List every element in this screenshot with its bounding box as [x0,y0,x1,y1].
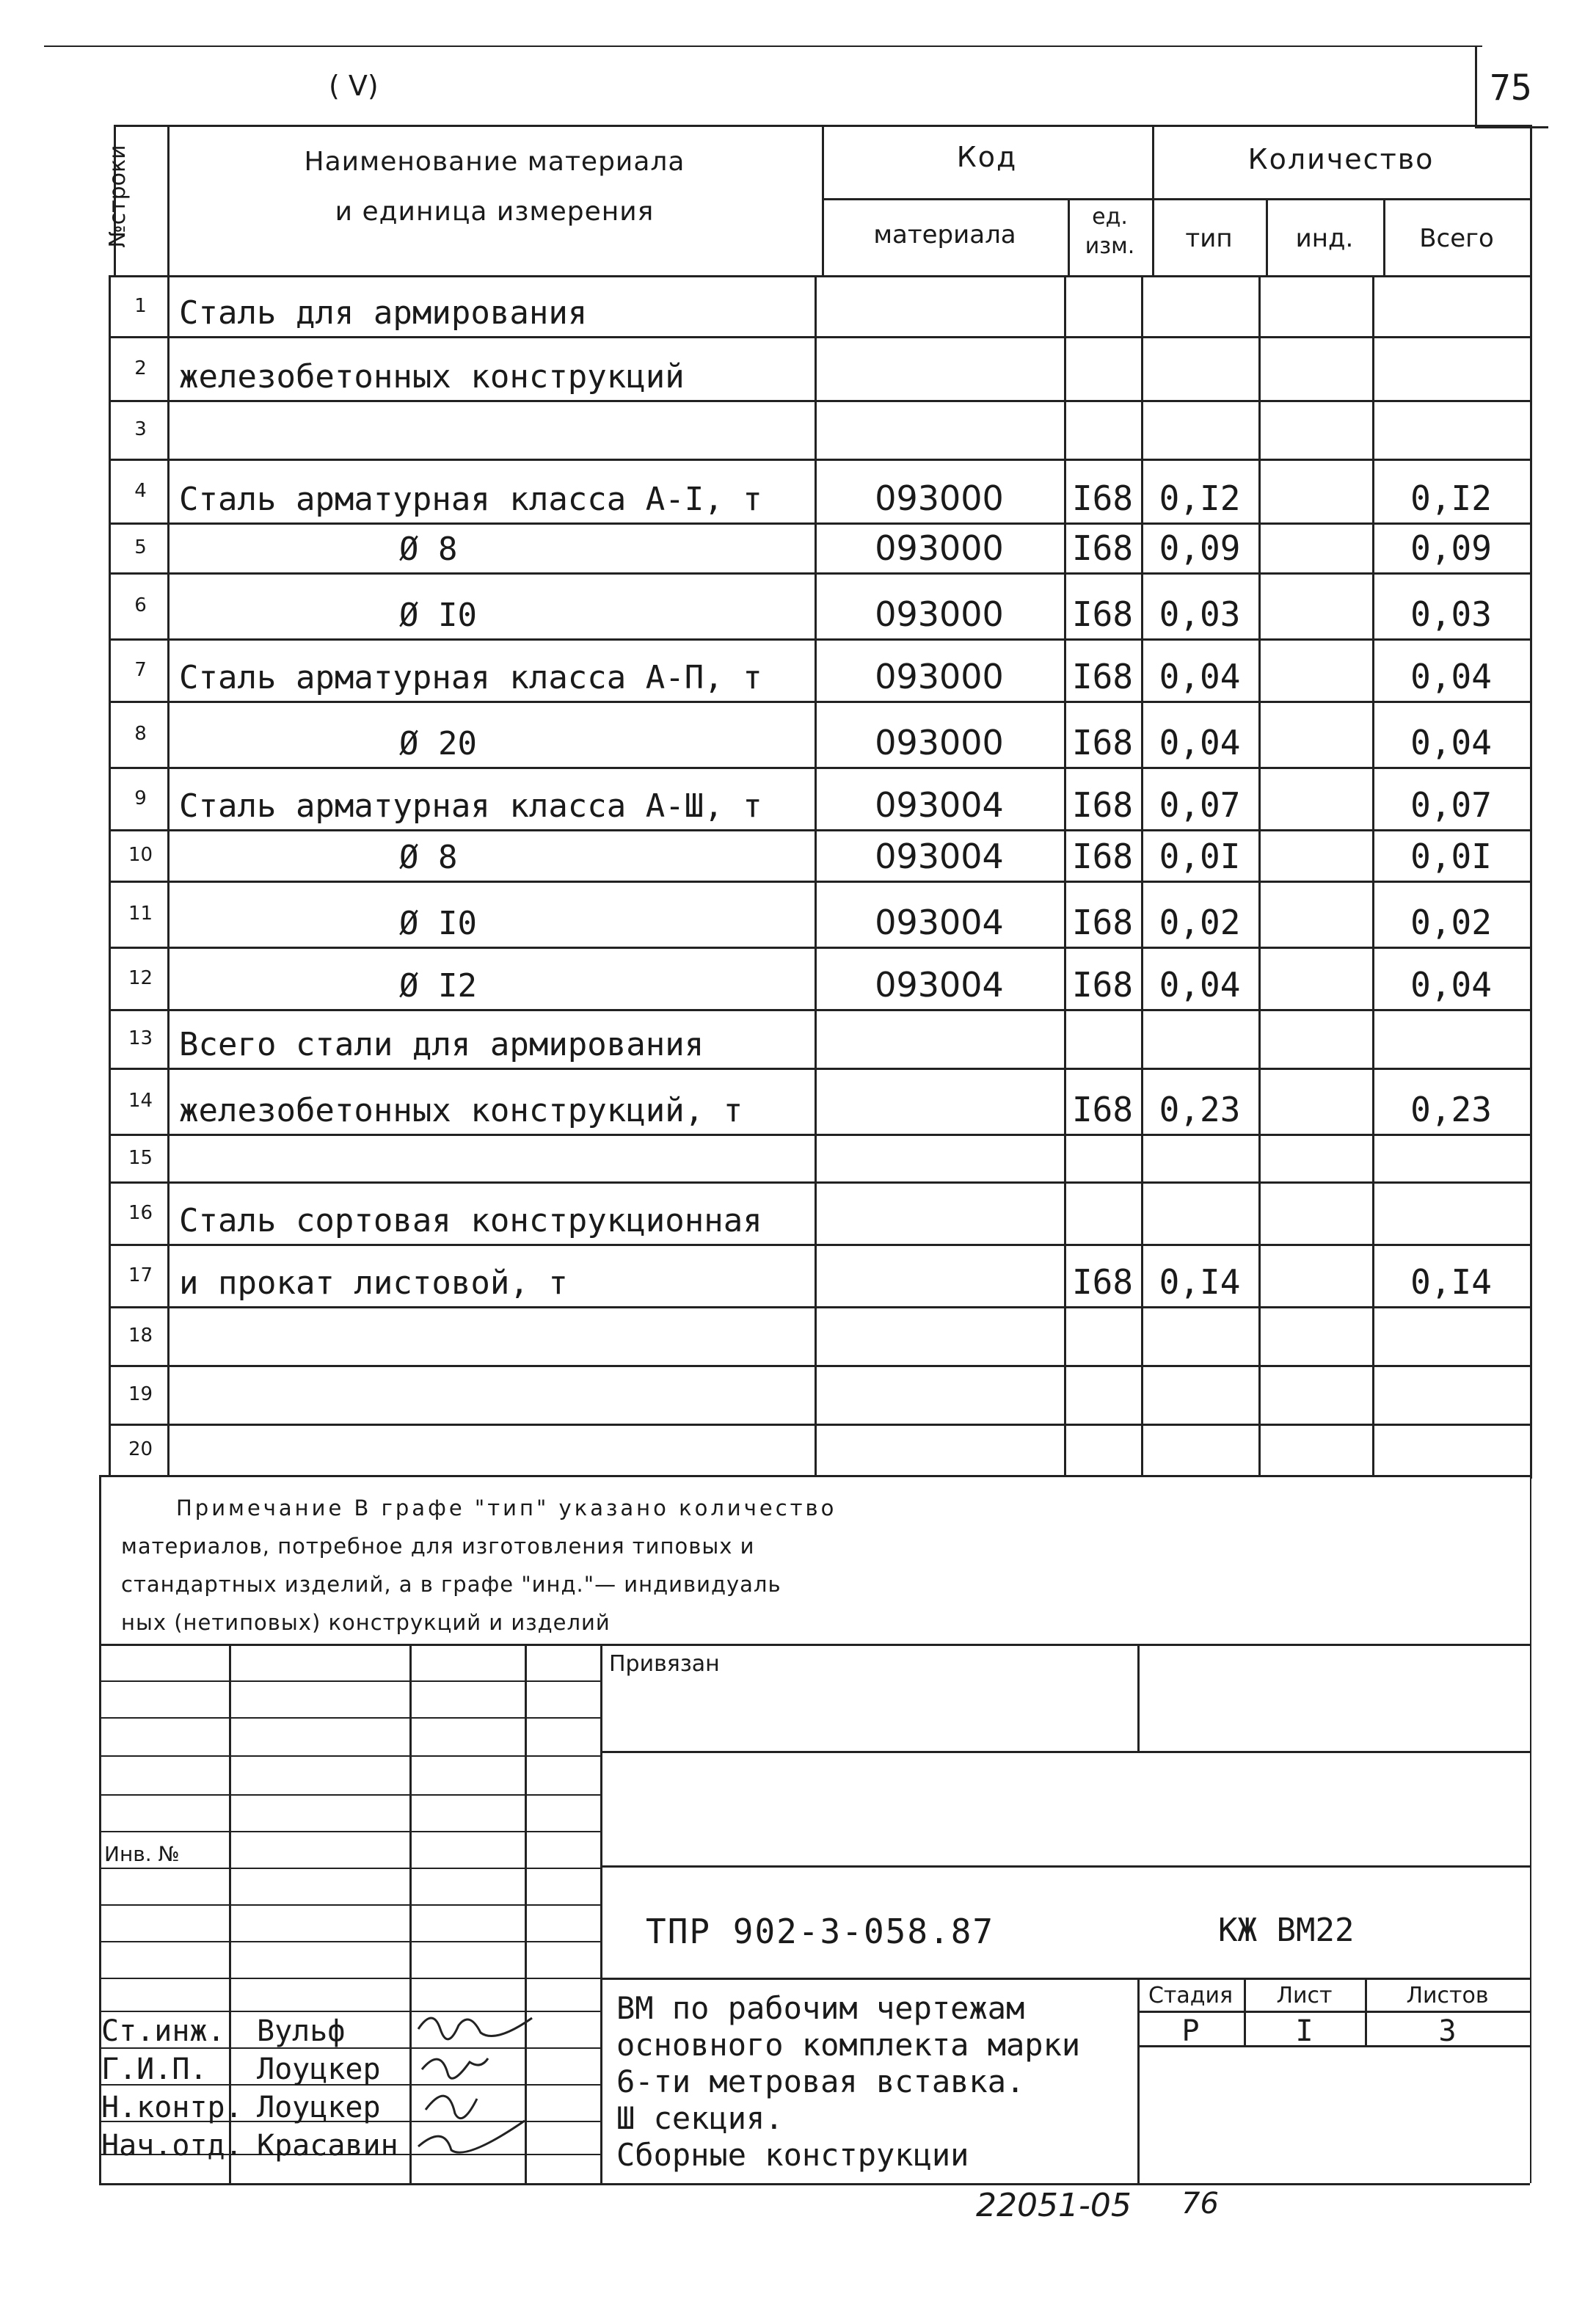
material-name: и прокат листовой, т [179,1264,568,1302]
cell-total: 0,04 [1410,723,1492,762]
top-rule [44,45,1482,47]
header-quantity: Количество [1247,143,1435,175]
note-line-3: стандартных изделий, а в графе "инд."— индивидуаль [121,1572,781,1597]
material-name: Ø I2 [399,967,477,1005]
table-right-border [1530,125,1532,1479]
stage-row-divider [1137,2011,1530,2013]
row-number: 20 [128,1438,153,1460]
material-name: Всего стали для армирования [179,1026,704,1063]
cell-ind [1258,1134,1372,1177]
cell-total: 0,07 [1410,785,1492,825]
cell-code: 093004 [875,965,1004,1005]
cell-ind [1258,572,1372,634]
cell-code: 093004 [875,903,1004,942]
cell-tip [1141,1181,1258,1239]
inv-number-label: Инв. № [104,1842,180,1866]
header-material-name-2: и единица измерения [335,197,655,227]
signature-grid-row [99,1904,600,1906]
material-name: Сталь арматурная класса А-I, т [179,481,762,518]
cell-ind [1258,275,1372,332]
header-subdivider [822,198,1530,200]
cell-total [1372,1306,1530,1361]
cell-total: 0,I2 [1410,478,1492,518]
cell-unit: I68 [1071,837,1134,876]
material-name: Ø I0 [399,905,477,942]
sheet-value: I [1295,2014,1313,2048]
lower-frame-right [1530,1475,1531,2183]
cell-ind [1258,522,1372,568]
row-number: 14 [128,1090,153,1112]
cell-total: 0,04 [1410,657,1492,696]
cell-ind [1258,400,1372,454]
cell-tip: 0,04 [1159,965,1241,1005]
cell-unit [1064,1365,1141,1419]
signatory-role: Нач.отд. [101,2129,243,2163]
cell-code [815,1181,1064,1239]
cell-code: 093000 [875,594,1004,634]
project-code: ТПР 902-3-058.87 [646,1912,995,1951]
cell-unit: I68 [1071,1090,1134,1129]
material-name [167,1424,826,1471]
cell-tip: 0,04 [1159,657,1241,696]
cell-tip: 0,09 [1159,528,1241,568]
description-line: ВМ по рабочим чертежам [616,1990,1025,2026]
row-number: 3 [134,418,147,440]
cell-code: 093004 [875,785,1004,825]
cell-ind [1258,336,1372,396]
cell-unit: I68 [1071,657,1134,696]
cell-total: 0,23 [1410,1090,1492,1129]
sheets-value: 3 [1438,2014,1457,2048]
drawing-mark: КЖ ВМ22 [1218,1912,1355,1949]
cell-total: 0,09 [1410,528,1492,568]
row-number: 10 [128,844,153,866]
material-name [167,1134,826,1177]
cell-ind [1258,701,1372,762]
signatory-name: Лоуцкер [257,2091,381,2124]
project-row-bottom [600,1978,1530,1980]
signature-grid-row [99,1794,600,1796]
project-row-top [600,1865,1530,1868]
cell-total [1372,1181,1530,1239]
cell-code [815,1134,1064,1177]
cell-tip: 0,04 [1159,723,1241,762]
cell-tip [1141,1306,1258,1361]
cell-total [1372,275,1530,332]
cell-code [815,1424,1064,1471]
row-number: 5 [134,536,147,558]
sheets-label: Листов [1406,1983,1489,2008]
row-number: 7 [134,658,147,681]
note-bottom-rule [99,1644,1530,1646]
cell-unit [1064,400,1141,454]
cell-tip: 0,03 [1159,594,1241,634]
cell-code [815,1009,1064,1063]
material-name: Сталь для армирования [179,294,588,332]
cell-tip: 0,0I [1159,837,1241,876]
cell-unit: I68 [1071,478,1134,518]
cell-total: 0,02 [1410,903,1492,942]
cell-total [1372,1365,1530,1419]
signature-grid-row [99,1717,600,1719]
cell-unit: I68 [1071,785,1134,825]
sheet-number: 75 [1490,68,1532,109]
cell-tip [1141,1134,1258,1177]
cell-unit [1064,1306,1141,1361]
material-name: железобетонных конструкций, т [179,1092,743,1129]
row-number: 16 [128,1201,153,1224]
row-number: 6 [134,594,147,616]
header-type: тип [1185,224,1233,253]
signature-grid-row [99,1755,600,1757]
material-name: Ø 8 [399,531,458,568]
cell-tip [1141,1365,1258,1419]
signature-grid-row [99,1868,600,1869]
cell-unit [1064,1181,1141,1239]
description-divider [1137,1978,1140,2183]
signature-grid-row [99,1941,600,1942]
cell-code [815,275,1064,332]
note-line-4: ных (нетиповых) конструкций и изделий [121,1610,611,1635]
material-name: Ø 20 [399,725,477,762]
row-number: 18 [128,1325,153,1347]
grid-col-4 [600,1644,602,2183]
description-line: Сборные конструкции [616,2137,969,2173]
stage-value: Р [1181,2014,1200,2048]
cell-code [815,1306,1064,1361]
privyazan-divider [1137,1644,1140,1752]
signature-grid-row [99,1680,600,1682]
description-line: 6-ти метровая вставка. [616,2064,1025,2099]
cell-ind [1258,459,1372,518]
cell-ind [1258,881,1372,942]
sheet-label: Лист [1276,1983,1333,2008]
row-rule [99,1475,1530,1477]
cell-total: 0,0I [1410,837,1492,876]
row-number: 4 [134,479,147,502]
cell-code [815,336,1064,396]
header-individual: инд. [1295,224,1354,253]
signature-grid-row [99,1831,600,1832]
cell-tip: 0,I2 [1159,478,1241,518]
signatory-name: Лоуцкер [257,2053,381,2086]
cell-total [1372,400,1530,454]
cell-unit [1064,275,1141,332]
cell-ind [1258,1244,1372,1302]
cell-total [1372,1134,1530,1177]
signatory-name: Красавин [257,2129,398,2163]
footer-page: 76 [1181,2187,1219,2221]
note-line-1: Примечание В графе "тип" указано количество [176,1496,837,1520]
material-name: железобетонных конструкций [179,358,685,396]
cell-tip: 0,I4 [1159,1262,1241,1302]
cell-code: 093000 [875,528,1004,568]
cell-ind [1258,829,1372,876]
description-line: основного комплекта марки [616,2027,1081,2063]
cell-total [1372,1009,1530,1063]
cell-ind [1258,1181,1372,1239]
cell-ind [1258,1424,1372,1471]
material-name: Сталь арматурная класса А-Ш, т [179,787,762,825]
signatory-role: Ст.инж. [101,2014,225,2048]
privyazan-bottom [600,1751,1530,1753]
material-name [167,400,826,454]
cell-total: 0,I4 [1410,1262,1492,1302]
header-total: Всего [1419,224,1494,253]
row-number: 19 [128,1383,153,1405]
cell-code [815,1068,1064,1129]
cell-ind [1258,1009,1372,1063]
cell-ind [1258,638,1372,696]
cell-ind [1258,947,1372,1005]
row-number: 15 [128,1146,153,1169]
row-number: 17 [128,1264,153,1286]
material-name [167,1365,826,1419]
cell-tip [1141,275,1258,332]
signatory-role: Н.контр. [101,2091,243,2124]
bottom-frame [99,2183,1530,2185]
cell-tip: 0,07 [1159,785,1241,825]
row-number: 2 [134,357,147,379]
cell-tip: 0,02 [1159,903,1241,942]
signature-scribbles [411,2000,543,2190]
signature-grid-row [99,1978,600,1979]
signatory-name: Вульф [257,2014,346,2048]
cell-ind [1258,1306,1372,1361]
cell-code: 093004 [875,837,1004,876]
cell-tip [1141,1424,1258,1471]
row-number: 8 [134,723,147,745]
cell-ind [1258,767,1372,825]
cell-unit: I68 [1071,1262,1134,1302]
cell-total [1372,336,1530,396]
material-name: Сталь арматурная класса А-П, т [179,659,762,696]
cell-unit [1064,1424,1141,1471]
archive-number: 22051-05 [976,2187,1132,2224]
material-name: Ø I0 [399,597,477,634]
cell-tip [1141,1009,1258,1063]
cell-total [1372,1424,1530,1471]
row-number: 11 [128,903,153,925]
cell-unit [1064,336,1141,396]
cell-unit: I68 [1071,965,1134,1005]
page-marker: ( V) [329,70,379,102]
material-name: Ø 8 [399,839,458,876]
cell-unit: I68 [1071,528,1134,568]
header-material-code: материала [873,220,1016,249]
cell-total: 0,04 [1410,965,1492,1005]
cell-unit [1064,1009,1141,1063]
sheet-number-box-left [1475,45,1477,128]
cell-code: 093000 [875,657,1004,696]
header-material-name-1: Наименование материала [304,147,685,177]
privyazan-label: Привязан [609,1651,720,1677]
material-name: Сталь сортовая конструкционная [179,1202,762,1239]
cell-unit: I68 [1071,903,1134,942]
row-number: 1 [134,294,147,317]
cell-ind [1258,1365,1372,1419]
cell-code: 093000 [875,478,1004,518]
description-line: Ш секция. [616,2100,784,2136]
cell-code [815,1244,1064,1302]
cell-code [815,400,1064,454]
material-name [167,1306,826,1361]
row-number: 12 [128,966,153,989]
row-number: 9 [134,787,147,809]
column-rule [109,275,111,1475]
cell-unit: I68 [1071,594,1134,634]
cell-total: 0,03 [1410,594,1492,634]
cell-code: 093000 [875,723,1004,762]
header-code: Код [956,141,1018,173]
header-row-number: №строки [105,145,131,248]
header-unit-1: ед. [1092,204,1128,230]
signatory-role: Г.И.П. [101,2053,208,2086]
cell-tip: 0,23 [1159,1090,1241,1129]
note-line-2: материалов, потребное для изготовления типовых и [121,1534,755,1559]
header-unit-2: изм. [1085,233,1135,259]
cell-ind [1258,1068,1372,1129]
cell-unit: I68 [1071,723,1134,762]
stage-label: Стадия [1148,1983,1234,2008]
cell-unit [1064,1134,1141,1177]
cell-tip [1141,336,1258,396]
cell-tip [1141,400,1258,454]
cell-code [815,1365,1064,1419]
row-number: 13 [128,1027,153,1049]
